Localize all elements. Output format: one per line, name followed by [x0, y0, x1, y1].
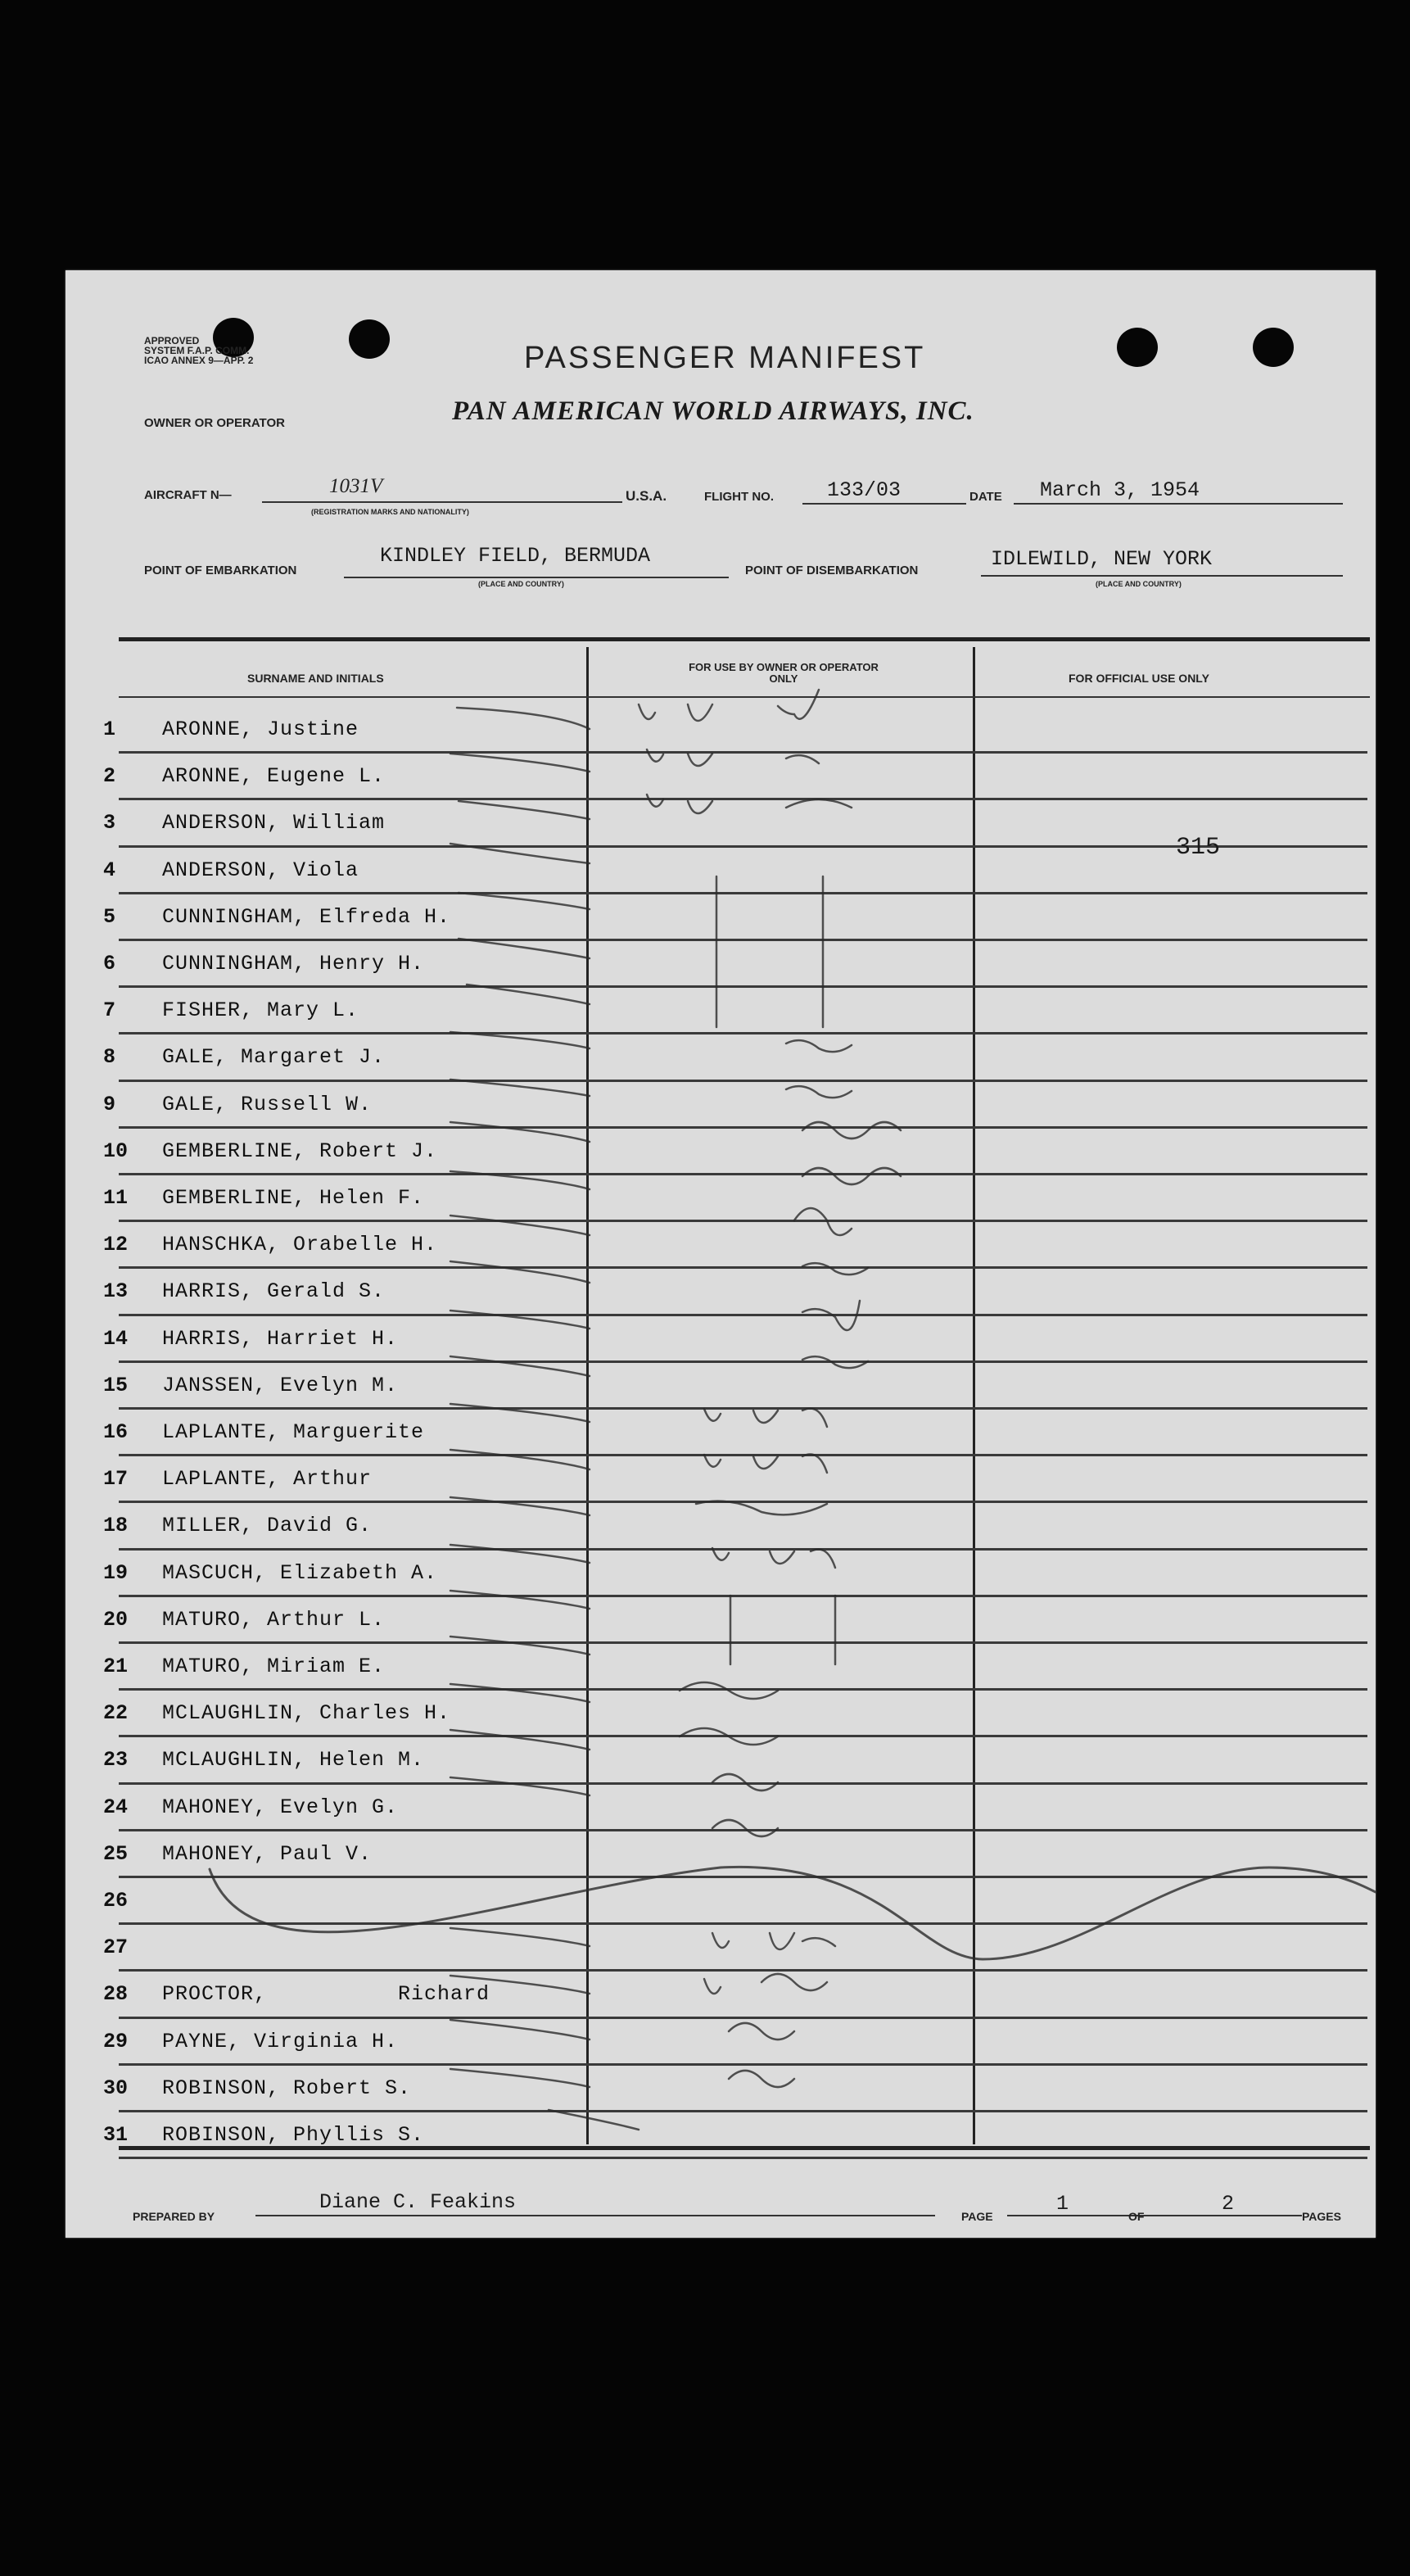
row-number: 25 [103, 1841, 129, 1866]
row-rule [119, 1595, 1367, 1597]
airline-name: PAN AMERICAN WORLD AIRWAYS, INC. [452, 396, 974, 426]
row-number: 26 [103, 1889, 129, 1913]
row-rule [119, 939, 1367, 941]
row-rule [119, 1548, 1367, 1551]
passenger-name: JANSSEN, Evelyn M. [162, 1373, 399, 1397]
passenger-name: MATURO, Miriam E. [162, 1655, 386, 1678]
row-rule [119, 985, 1367, 988]
row-number: 8 [103, 1045, 116, 1070]
surname-header: SURNAME AND INITIALS [247, 672, 384, 685]
row-rule [119, 1501, 1367, 1503]
passenger-name: PAYNE, Virginia H. [162, 2029, 399, 2053]
row-rule [119, 2063, 1367, 2066]
embark-value: KINDLEY FIELD, BERMUDA [380, 544, 651, 568]
row-number: 24 [103, 1795, 129, 1819]
row-number: 5 [103, 904, 116, 929]
row-number: 3 [103, 811, 116, 835]
passenger-name: GEMBERLINE, Helen F. [162, 1186, 425, 1210]
row-rule [119, 1360, 1367, 1363]
row-rule [119, 1876, 1367, 1878]
aircraft-value: 1031V [329, 475, 383, 497]
passenger-name: MATURO, Arthur L. [162, 1607, 386, 1632]
page-value: 1 [1056, 2192, 1069, 2216]
passenger-name: MILLER, David G. [162, 1514, 373, 1538]
row-number: 31 [103, 2123, 129, 2147]
row-rule [119, 1454, 1367, 1456]
row-number: 20 [103, 1607, 129, 1632]
flight-label: FLIGHT NO. [704, 490, 774, 504]
aircraft-label: AIRCRAFT N— [144, 488, 232, 502]
row-rule [119, 1173, 1367, 1175]
passenger-name: MAHONEY, Evelyn G. [162, 1795, 399, 1819]
passenger-name: ROBINSON, Phyllis S. [162, 2123, 425, 2147]
of-label: OF [1128, 2210, 1145, 2223]
passenger-name: CUNNINGHAM, Elfreda H. [162, 904, 451, 929]
row-number: 14 [103, 1326, 129, 1351]
row-number: 29 [103, 2029, 129, 2053]
owner-use-header: FOR USE BY OWNER OR OPERATOR ONLY [689, 661, 879, 685]
prepared-label: PREPARED BY [133, 2210, 215, 2223]
passenger-name: GALE, Russell W. [162, 1092, 373, 1116]
row-number: 7 [103, 998, 116, 1023]
row-number: 30 [103, 2076, 129, 2100]
approval-stamp: APPROVED SYSTEM F.A.P. COMM. ICAO ANNEX 9—APP. 2 [144, 335, 254, 366]
passenger-name: FISHER, Mary L. [162, 998, 359, 1023]
row-rule [119, 1735, 1367, 1737]
passenger-name: MASCUCH, Elizabeth A. [162, 1560, 438, 1585]
passenger-name: ANDERSON, William [162, 811, 386, 835]
row-number: 23 [103, 1748, 129, 1772]
disembark-value: IDLEWILD, NEW YORK [991, 547, 1213, 571]
row-number: 21 [103, 1655, 129, 1678]
row-number: 6 [103, 952, 116, 976]
passenger-name: LAPLANTE, Marguerite [162, 1420, 425, 1444]
row-number: 28 [103, 1982, 129, 2007]
row-number: 10 [103, 1139, 129, 1163]
embark-label: POINT OF EMBARKATION [144, 564, 297, 577]
passenger-name: MCLAUGHLIN, Charles H. [162, 1701, 451, 1726]
usa-label: U.S.A. [626, 488, 667, 504]
row-number: 4 [103, 858, 116, 882]
page-title: PASSENGER MANIFEST [524, 341, 926, 375]
passenger-name: PROCTOR, Richard [162, 1982, 490, 2007]
row-rule [119, 1407, 1367, 1410]
disembark-label: POINT OF DISEMBARKATION [745, 564, 919, 577]
punch-hole [1253, 328, 1294, 367]
row-rule [119, 1080, 1367, 1082]
official-note: 315 [1176, 834, 1221, 862]
passenger-name: MCLAUGHLIN, Helen M. [162, 1748, 425, 1772]
owner-label: OWNER OR OPERATOR [144, 416, 285, 430]
row-rule [119, 1641, 1367, 1644]
row-rule [119, 1782, 1367, 1785]
row-number: 19 [103, 1560, 129, 1585]
flight-value: 133/03 [827, 478, 902, 502]
row-rule [119, 751, 1367, 754]
row-rule [119, 1266, 1367, 1269]
row-rule [119, 892, 1367, 894]
aircraft-sublabel: (REGISTRATION MARKS AND NATIONALITY) [311, 508, 469, 516]
row-rule [119, 1126, 1367, 1129]
passenger-name: HARRIS, Gerald S. [162, 1279, 386, 1304]
passenger-name: ANDERSON, Viola [162, 858, 359, 882]
row-number: 17 [103, 1467, 129, 1492]
row-number: 1 [103, 718, 116, 741]
punch-hole [349, 319, 390, 359]
prepared-value: Diane C. Feakins [319, 2190, 517, 2214]
row-number: 15 [103, 1373, 129, 1397]
row-rule [119, 1220, 1367, 1222]
row-rule [119, 798, 1367, 800]
passenger-name: MAHONEY, Paul V. [162, 1841, 373, 1866]
of-value: 2 [1222, 2192, 1235, 2216]
row-rule [119, 1829, 1367, 1831]
passenger-name: LAPLANTE, Arthur [162, 1467, 373, 1492]
column-divider [973, 647, 975, 2144]
row-number: 16 [103, 1420, 129, 1444]
embark-sublabel: (PLACE AND COUNTRY) [478, 580, 564, 588]
row-rule [119, 1922, 1367, 1925]
passenger-name: HANSCHKA, Orabelle H. [162, 1233, 438, 1257]
passenger-name: HARRIS, Harriet H. [162, 1326, 399, 1351]
date-value: March 3, 1954 [1040, 478, 1200, 502]
row-number: 27 [103, 1935, 129, 1960]
passenger-name: GEMBERLINE, Robert J. [162, 1139, 438, 1163]
row-rule [119, 1688, 1367, 1691]
pages-label: PAGES [1302, 2210, 1341, 2223]
row-number: 2 [103, 764, 116, 789]
row-number: 18 [103, 1514, 129, 1538]
column-divider [586, 647, 589, 2144]
row-rule [119, 2017, 1367, 2019]
punch-hole [1117, 328, 1158, 367]
date-label: DATE [969, 490, 1002, 504]
passenger-name: CUNNINGHAM, Henry H. [162, 952, 425, 976]
row-number: 13 [103, 1279, 129, 1304]
row-number: 12 [103, 1233, 129, 1257]
row-rule [119, 2110, 1367, 2112]
disembark-sublabel: (PLACE AND COUNTRY) [1096, 580, 1182, 588]
row-rule [119, 2157, 1367, 2159]
row-rule [119, 1032, 1367, 1034]
passenger-name: ARONNE, Eugene L. [162, 764, 386, 789]
manifest-sheet [66, 270, 1376, 2238]
row-rule [119, 1314, 1367, 1316]
row-number: 9 [103, 1092, 116, 1116]
passenger-name: GALE, Margaret J. [162, 1045, 386, 1070]
page-label: PAGE [961, 2210, 993, 2223]
row-number: 22 [103, 1701, 129, 1726]
row-rule [119, 1969, 1367, 1972]
passenger-name: ARONNE, Justine [162, 718, 359, 741]
passenger-name: ROBINSON, Robert S. [162, 2076, 412, 2100]
official-use-header: FOR OFFICIAL USE ONLY [1069, 672, 1209, 685]
row-number: 11 [103, 1186, 129, 1210]
